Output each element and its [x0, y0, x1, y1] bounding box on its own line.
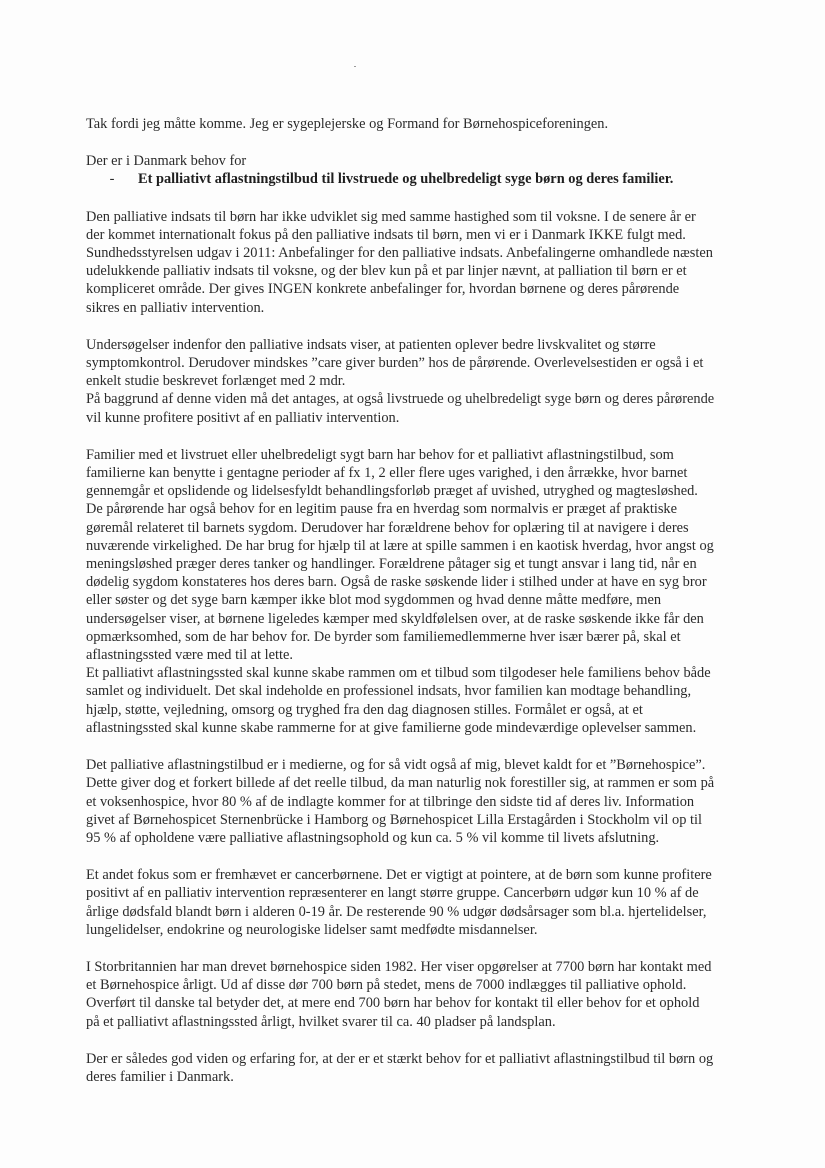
text-line: opmærksomhed, som de har behov for. De byrder som familiemedlemmerne hver især bærer på, skal et: [86, 628, 681, 645]
bullet-dash: -: [109, 171, 115, 188]
text-line: hjælp, støtte, vejledning, omsorg og tryghed fra den dag diagnosen stilles. Formålet er også, at et: [86, 701, 643, 718]
text-line: nuværende virkelighed. De har brug for hjælp til at lære at spille sammen i en kaotisk hverdag, hvor angst og: [86, 537, 714, 554]
text-line: givet af Børnehospicet Sternenbrücke i Hamborg og Børnehospicet Lilla Erstagården i Stockholm vil op til: [86, 811, 702, 828]
scan-speck: [354, 66, 356, 67]
paragraph-3: [86, 446, 776, 737]
text-line: Det palliative aflastningstilbud er i medierne, og for så vidt også af mig, blevet kaldt for et ”Børnehospice”.: [86, 757, 706, 774]
text-line: udelukkende palliativ indsats til voksne, og der blev kun på et par linjer nævnt, at palliation til børn er et: [86, 263, 687, 280]
paragraph-2: [86, 336, 776, 427]
paragraph-7: [86, 1050, 776, 1086]
text-line: gennemgår et opslidende og lidelsesfyldt behandlingsforløb præget af uvished, utryghed og magtesløshed.: [86, 483, 698, 500]
text-line: familierne kan benytte i gentagne perioder af fx 1, 2 eller flere uges varighed, i den årrække, hvor barnet: [86, 465, 688, 482]
paragraph-need: [86, 152, 776, 188]
text-line: vil kunne profitere positivt af en palliativ intervention.: [86, 409, 400, 426]
text-line: positivt af en palliativ intervention repræsenterer en langt større gruppe. Cancerbørn udgør kun 10 % af de: [86, 885, 699, 902]
text-line: Familier med et livstruet eller uhelbredeligt sygt barn har behov for et palliativt aflastningstilbud, som: [86, 446, 674, 463]
paragraph-4: [86, 756, 776, 847]
text-line: Der er i Danmark behov for: [86, 153, 247, 170]
text-line: Et andet fokus som er fremhævet er cancerbørnene. Det er vigtigt at pointere, at de børn som kunne profitere: [86, 867, 712, 884]
text-line: Undersøgelser indenfor den palliative indsats viser, at patienten oplever bedre livskvalitet og større: [86, 336, 656, 353]
text-line: årlige dødsfald blandt børn i alderen 0-19 år. De resterende 90 % udgør dødsårsager som bl.a. hjertelidelser,: [86, 903, 707, 920]
text-line: deres familier i Danmark.: [86, 1068, 234, 1085]
text-line: samlet og individuelt. Det skal indeholde en professionel indsats, hvor familien kan modtage behandling,: [86, 683, 692, 700]
text-line: et voksenhospice, hvor 80 % af de indlagte kommer for at tilbringe den sidste tid af deres liv. Information: [86, 793, 695, 810]
text-line: Overført til danske tal betyder det, at mere end 700 børn har behov for kontakt til eller behov for et ophold: [86, 995, 700, 1012]
text-line: Dette giver dog et forkert billede af det reelle tilbud, da man naturlig nok forestiller sig, at rammen er som på: [86, 775, 715, 792]
paragraph-5: [86, 866, 776, 939]
text-line: dødelig sygdom konstateres hos deres barn. Også de raske søskende lider i stilhed under at have en syg bror: [86, 574, 707, 591]
text-line: aflastningssted skal kunne skabe rammerne for at give familierne gode mindeværdige oplevelser sammen.: [86, 719, 697, 736]
text-line: På baggrund af denne viden må det antages, at også livstruede og uhelbredeligt syge børn og deres pårørende: [86, 391, 715, 408]
text-line: gøremål relateret til barnets sygdom. Derudover har forældrene behov for oplæring til at navigere i deres: [86, 519, 689, 536]
text-line: aflastningssted være med til at lette.: [86, 647, 294, 664]
text-line: lungelidelser, endokrine og neurologiske lidelser samt medfødte misdannelser.: [86, 921, 538, 938]
text-line: meningsløshed præger deres tanker og handlinger. Forældrene påtager sig et tungt ansvar i lang tid, når en: [86, 556, 697, 573]
paragraph-6: [86, 958, 776, 1031]
text-line: De pårørende har også behov for en legitim pause fra en hverdag som normalvis er præget af praktiske: [86, 501, 678, 518]
document-body: [86, 115, 776, 1086]
text-line: Et palliativt aflastningssted skal kunne skabe rammen om et tilbud som tilgodeser hele familiens behov både: [86, 665, 711, 682]
text-line: kompliceret område. Der gives INGEN konkrete anbefalinger for, hvordan børnene og deres pårørende: [86, 281, 680, 298]
text-line: på et palliativt aflastningssted årligt, hvilket svarer til ca. 40 pladser på landsplan.: [86, 1013, 556, 1030]
text-line: Tak fordi jeg måtte komme. Jeg er sygeplejerske og Formand for Børnehospiceforeningen.: [86, 116, 609, 132]
text-line: der kommet internationalt fokus på den palliative indsats til børn, men vi er i Danmark IKKE fulgt med.: [86, 226, 686, 243]
text-line: Den palliative indsats til børn har ikke udviklet sig med samme hastighed som til voksne. I de senere år er: [86, 208, 696, 225]
text-line: Der er således god viden og erfaring for, at der er et stærkt behov for et palliativt aflastningstilbud til børn og: [86, 1050, 714, 1067]
text-line: undersøgelser viser, at børnene ligeledes kæmper med skyldfølelsen over, at de raske søskende ikke får den: [86, 610, 704, 627]
text-line: symptomkontrol. Derudover mindskes ”care giver burden” hos de pårørende. Overlevelsestiden er også i et: [86, 355, 704, 372]
text-line: eller søster og det syge barn kæmper ikke blot mod sygdommen og hvad denne måtte medføre, men: [86, 592, 662, 609]
bullet-item: [86, 170, 776, 188]
text-line: enkelt studie beskrevet forlænget med 2 mdr.: [86, 373, 346, 390]
paragraph-opening: [86, 115, 776, 133]
paragraph-1: [86, 208, 776, 317]
text-line: I Storbritannien har man drevet børnehospice siden 1982. Her viser opgørelser at 7700 børn har kontakt med: [86, 958, 712, 975]
text-line: Sundhedsstyrelsen udgav i 2011: Anbefalinger for den palliative indsats. Anbefalingerne omhandlede næsten: [86, 245, 713, 262]
text-line: sikres en palliativ intervention.: [86, 299, 265, 316]
bullet-text: Et palliativt aflastningstilbud til livstruede og uhelbredeligt syge børn og deres familier.: [138, 171, 674, 188]
text-line: 95 % af opholdene være palliative aflastningsophold og kun ca. 5 % vil komme til livets afslutning.: [86, 829, 660, 846]
text-line: et Børnehospice årligt. Ud af disse dør 700 børn på stedet, mens de 7000 indlægges til palliative ophold.: [86, 977, 687, 994]
